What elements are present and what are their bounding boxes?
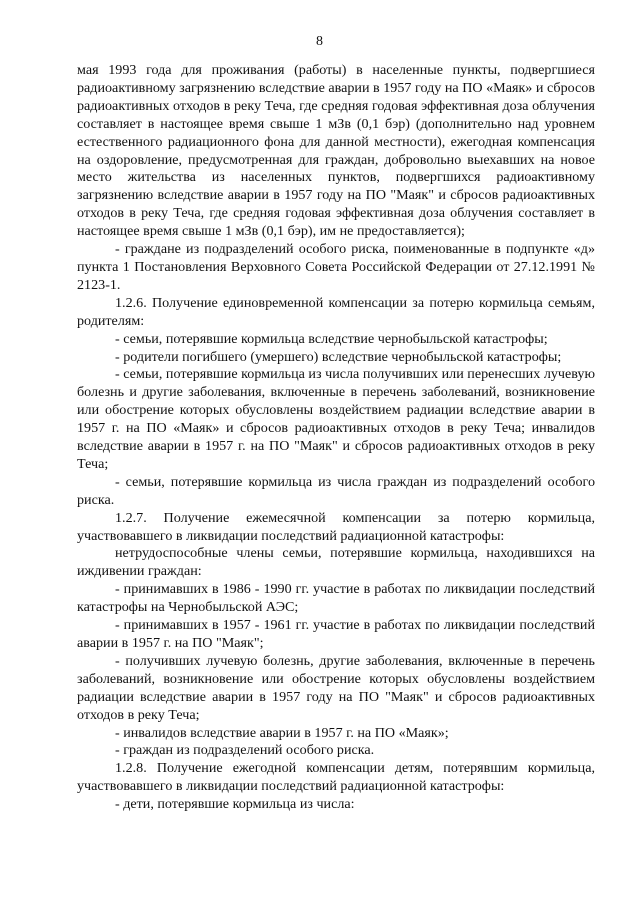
paragraph: 1.2.6. Получение единовременной компенсации за потерю кормильца семьям, родителям: bbox=[77, 294, 595, 329]
paragraph: 1.2.7. Получение ежемесячной компенсации за потерю кормильца, участвовавшего в ликвидации последствий радиационной катастрофы: bbox=[77, 509, 595, 544]
paragraph: - принимавших в 1957 - 1961 гг. участие в работах по ликвидации последствий аварии в 1957 г. на ПО "Маяк"; bbox=[77, 617, 595, 651]
paragraph: мая 1993 года для проживания (работы) в населенные пункты, подвергшиеся радиоактивному загрязнению вследствие аварии в 1957 году на ПО «Маяк» и сбросов радиоактивных отходов в реку Теча, где средняя годовая эффективная доза облучения составляет в настоящее время свыше 1 мЗв (0,1 бэр) (дополнительно над уровнем естественного радиационного фона для данной местности), ежегодная компенсация на оздоровление, предусмотренная для граждан, добровольно выехавших на новое место жительства из населенных пунктов, подвергшихся радиоактивному загрязнению вследствие аварии в 1957 году на ПО "Маяк" и сбросов радиоактивных отходов в реку Теча, где средняя годовая эффективная доза облучения составляет в настоящее время свыше 1 мЗв (0,1 бэр), им не предоставляется); bbox=[77, 62, 595, 240]
page-number: 8 bbox=[316, 34, 323, 49]
document-body bbox=[77, 62, 595, 814]
paragraph: - дети, потерявшие кормильца из числа: bbox=[115, 796, 355, 813]
paragraph: - граждане из подразделений особого риска, поименованные в подпункте «д» пункта 1 Постановления Верховного Совета Российской Федерации от 27.12.1991 № 2123-1. bbox=[77, 241, 595, 293]
paragraph: - принимавших в 1986 - 1990 гг. участие в работах по ликвидации последствий катастрофы на Чернобыльской АЭС; bbox=[77, 581, 595, 616]
paragraph: - семьи, потерявшие кормильца вследствие чернобыльской катастрофы; bbox=[115, 330, 548, 347]
paragraph: - получивших лучевую болезнь, другие заболевания, включенные в перечень заболеваний, возникновение или обострение которых обусловлены воздействием радиации вследствие аварии в 1957 году на ПО "Маяк" и сбросов радиоактивных отходов в реку Теча; bbox=[77, 652, 595, 723]
paragraph: 1.2.8. Получение ежегодной компенсации детям, потерявшим кормильца, участвовавшего в ликвидации последствий радиационной катастрофы: bbox=[77, 760, 595, 795]
paragraph: - инвалидов вследствие аварии в 1957 г. на ПО «Маяк»; bbox=[115, 724, 449, 741]
paragraph: - граждан из подразделений особого риска. bbox=[115, 742, 375, 759]
paragraph: - родители погибшего (умершего) вследствие чернобыльской катастрофы; bbox=[115, 348, 562, 365]
paragraph: нетрудоспособные члены семьи, потерявшие кормильца, находившихся на иждивении граждан: bbox=[77, 545, 595, 580]
paragraph: - семьи, потерявшие кормильца из числа граждан из подразделений особого риска. bbox=[77, 473, 595, 508]
paragraph: - семьи, потерявшие кормильца из числа получивших или перенесших лучевую болезнь и другие заболевания, включенные в перечень заболеваний, возникновение или обострение которых обусловлены воздействием радиации вследствие аварии в 1957 г. на ПО «Маяк» и сбросов радиоактивных отходов в реку Теча; инвалидов вследствие аварии в 1957 г. на ПО "Маяк" и сбросов радиоактивных отходов в реку Теча; bbox=[77, 366, 595, 472]
